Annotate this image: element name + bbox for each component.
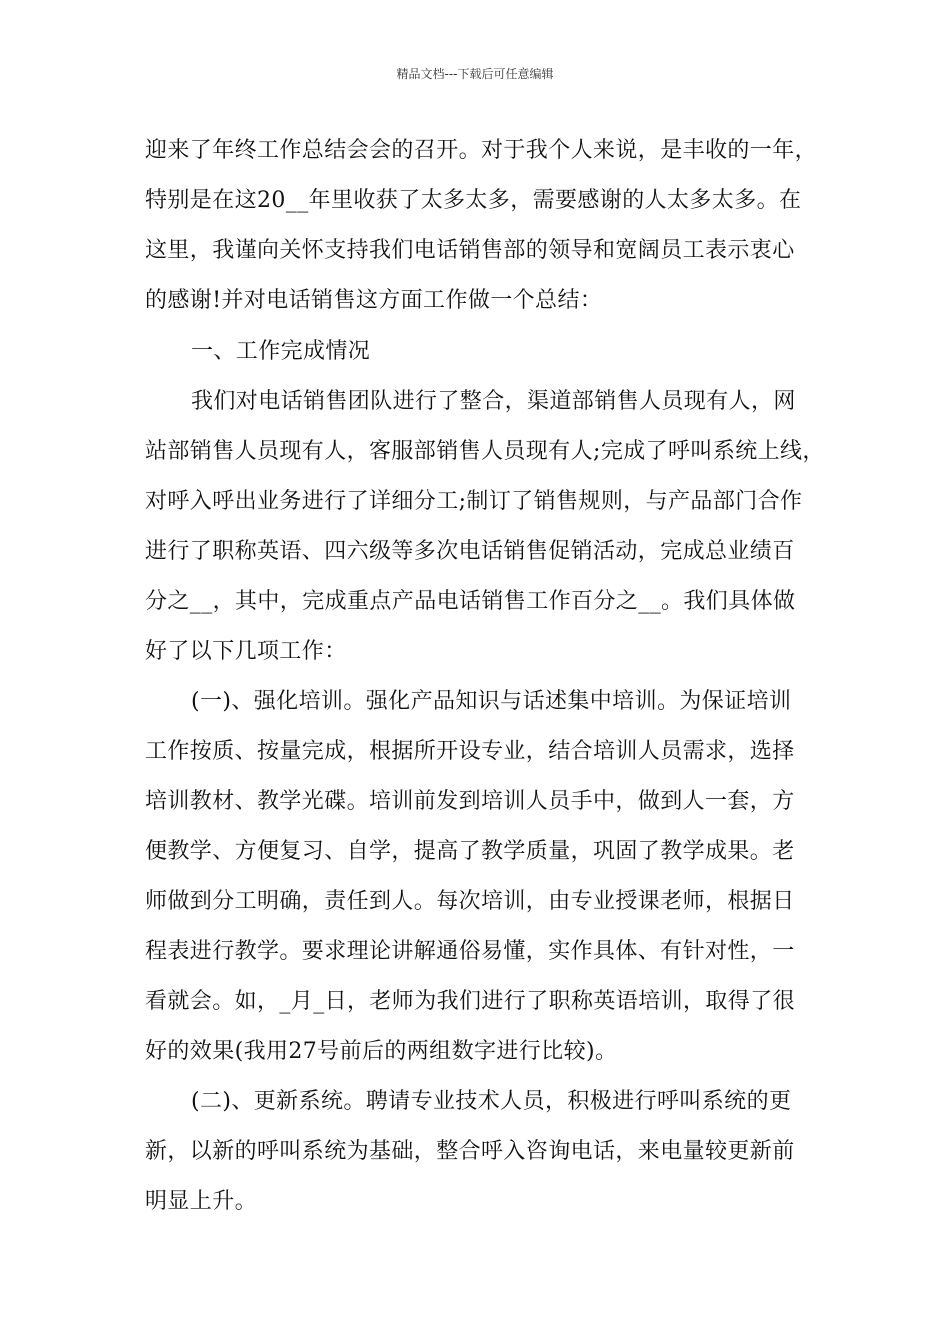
body-line: 好的效果(我用27号前后的两组数字进行比较)。	[145, 1039, 618, 1064]
body-line: 站部销售人员现有人，客服部销售人员现有人;完成了呼叫系统上线，	[145, 439, 825, 464]
body-line: 看就会。如，_月_日，老师为我们进行了职称英语培训，取得了很	[145, 989, 796, 1014]
body-line: 进行了职称英语、四六级等多次电话销售促销活动，完成总业绩百	[145, 539, 795, 564]
body-line: 分之__，其中，完成重点产品电话销售工作百分之__。我们具体做	[145, 589, 796, 614]
body-line: 培训教材、教学光碟。培训前发到培训人员手中，做到人一套，方	[145, 789, 795, 814]
body-line: 明显上升。	[145, 1189, 258, 1214]
body-line: (一)、强化培训。强化产品知识与话述集中培训。为保证培训	[191, 689, 792, 714]
body-line: 新，以新的呼叫系统为基础，整合呼入咨询电话，来电量较更新前	[145, 1139, 795, 1164]
page-header: 精品文档---下载后可任意编辑	[396, 67, 554, 81]
body-line: 好了以下几项工作：	[145, 639, 347, 664]
body-line: 对呼入呼出业务进行了详细分工;制订了销售规则，与产品部门合作	[145, 489, 803, 514]
body-line: 这里，我谨向关怀支持我们电话销售部的领导和宽阔员工表示衷心	[145, 238, 795, 263]
body-line: 便教学、方便复习、自学，提高了教学质量，巩固了教学成果。老	[145, 839, 795, 864]
section-heading: 一、工作完成情况	[191, 339, 371, 364]
body-line: 迎来了年终工作总结会会的召开。对于我个人来说，是丰收的一年，	[145, 138, 818, 163]
body-line: 师做到分工明确，责任到人。每次培训，由专业授课老师，根据日	[145, 889, 795, 914]
body-line: 程表进行教学。要求理论讲解通俗易懂，实作具体、有针对性，一	[145, 939, 795, 964]
body-line: (二)、更新系统。聘请专业技术人员，积极进行呼叫系统的更	[191, 1089, 792, 1114]
body-line: 我们对电话销售团队进行了整合，渠道部销售人员现有人，网	[191, 389, 796, 414]
body-line: 特别是在这20__年里收获了太多太多，需要感谢的人太多太多。在	[145, 188, 802, 213]
body-line: 工作按质、按量完成，根据所开设专业，结合培训人员需求，选择	[145, 739, 795, 764]
body-line: 的感谢!并对电话销售这方面工作做一个总结：	[145, 288, 603, 313]
